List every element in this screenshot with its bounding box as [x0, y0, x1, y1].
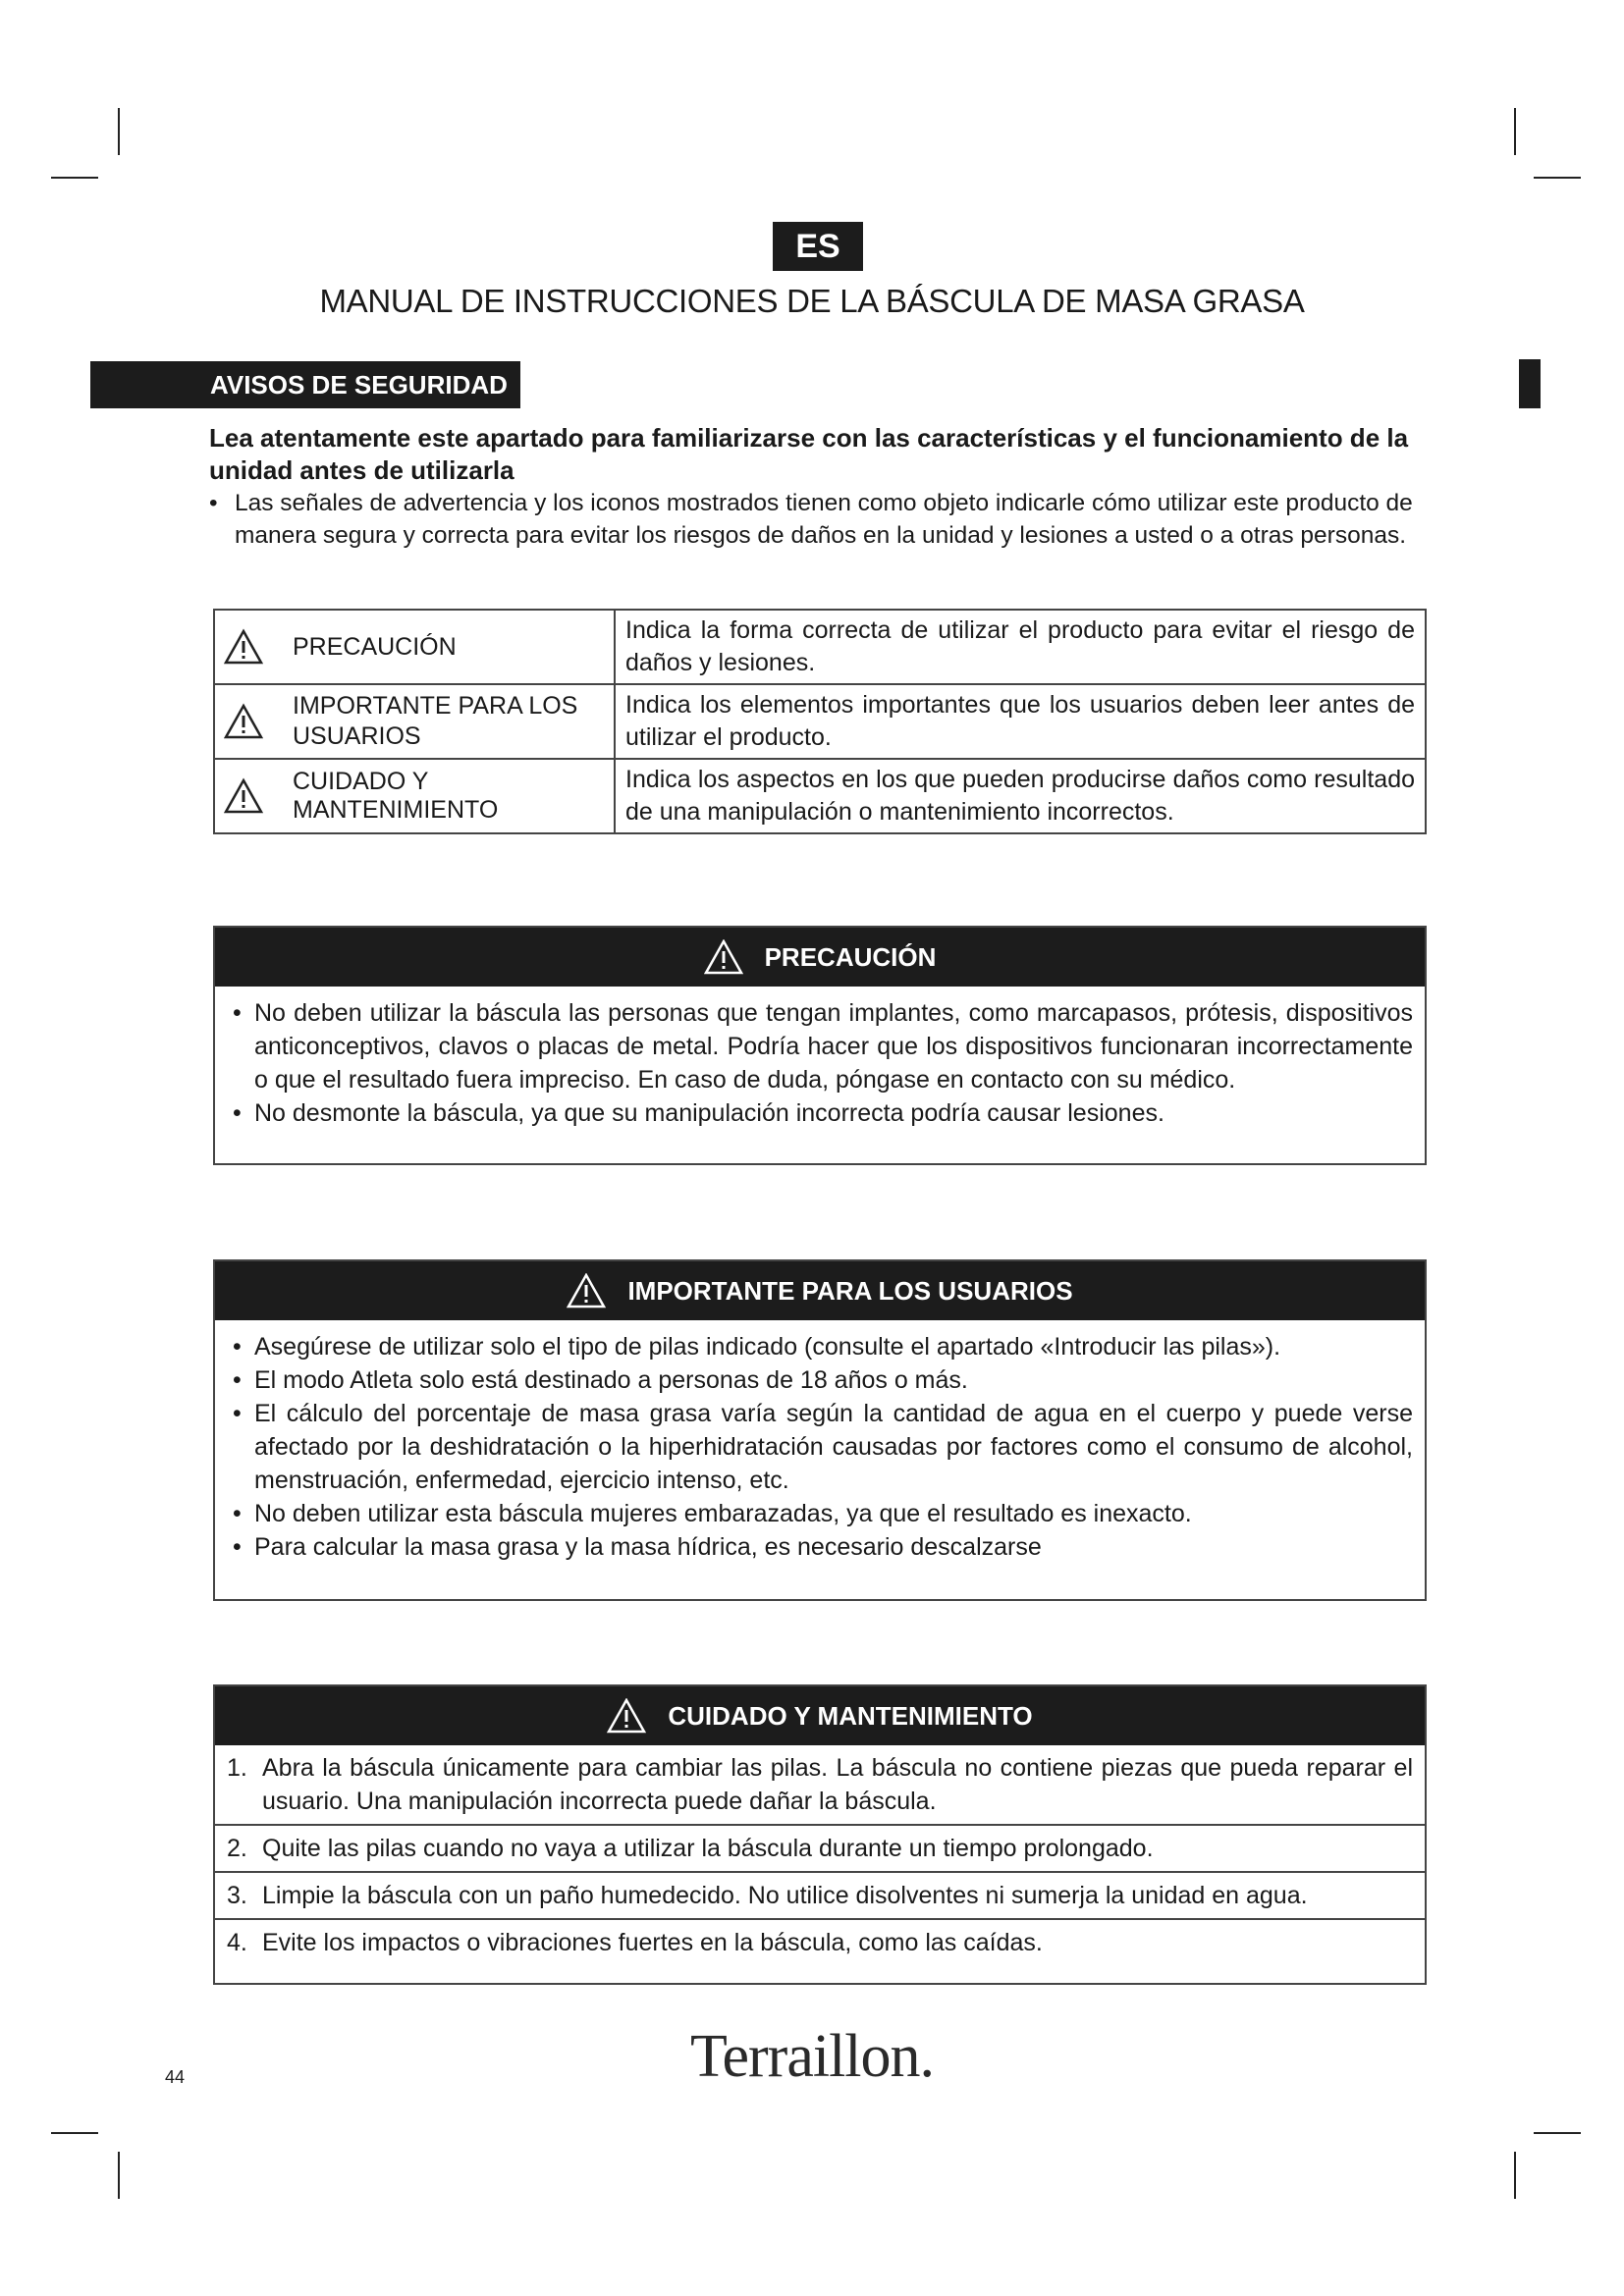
item-text: Quite las pilas cuando no vaya a utilizar la báscula durante un tiempo prolongado.	[262, 1835, 1154, 1862]
list-item: • No deben utilizar esta báscula mujeres embarazadas, ya que el resultado es inexacto.	[227, 1497, 1413, 1530]
list-item	[215, 1745, 1425, 1824]
bullet-icon: •	[233, 1400, 242, 1427]
list-item: • Para calcular la masa grasa y la masa hídrica, es necesario descalzarse	[227, 1530, 1413, 1564]
list-item: • El modo Atleta solo está destinado a personas de 18 años o más.	[227, 1363, 1413, 1397]
warning-triangle-icon	[567, 1273, 606, 1308]
crop-mark	[1514, 108, 1516, 155]
list-item	[215, 1918, 1425, 1965]
list-item: • El cálculo del porcentaje de masa grasa varía según la cantidad de agua en el cuerpo y puede verse afectado por la deshidratación o la hiperhidratación causadas por factores como el consumo de alcohol, menstruación, enfermedad, ejercicio intenso, etc.	[227, 1397, 1413, 1497]
important-box-title: IMPORTANTE PARA LOS USUARIOS	[627, 1275, 1073, 1306]
item-text: Abra la báscula únicamente para cambiar las pilas. La báscula no contiene piezas que pueda reparar el usuario. Una manipulación incorrecta puede dañar la báscula.	[262, 1754, 1413, 1815]
item-number: 2.	[227, 1835, 247, 1862]
legend-row	[214, 610, 1426, 684]
important-box-header	[215, 1261, 1425, 1320]
intro-bullet-text: Las señales de advertencia y los iconos mostrados tienen como objeto indicarle cómo utilizar este producto de manera segura y correcta para evitar los riesgos de daños en la unidad y lesiones a usted o a otras personas.	[235, 490, 1413, 549]
warning-triangle-icon	[224, 703, 263, 740]
bullet-icon: •	[233, 1099, 242, 1127]
legend-row	[214, 759, 1426, 833]
bullet-icon: •	[233, 1366, 242, 1394]
crop-mark	[118, 108, 120, 155]
bullet-icon: •	[209, 490, 218, 516]
bullet-icon: •	[233, 1500, 242, 1527]
crop-mark	[51, 2132, 98, 2134]
language-badge: ES	[773, 222, 863, 271]
intro-bullet	[209, 487, 1427, 552]
section-heading-safety	[90, 361, 520, 408]
legend-row	[214, 684, 1426, 759]
legend-name: CUIDADO Y MANTENIMIENTO	[293, 768, 499, 824]
brand-logo: Terraillon.	[689, 2023, 935, 2090]
crop-mark	[51, 177, 98, 179]
item-number: 1.	[227, 1754, 247, 1782]
page-number: 44	[165, 2067, 186, 2087]
warning-triangle-icon	[224, 777, 263, 815]
list-item	[215, 1871, 1425, 1918]
caution-box-title: PRECAUCIÓN	[764, 941, 937, 972]
crop-mark	[1534, 2132, 1581, 2134]
section-heading-label: AVISOS DE SEGURIDAD	[210, 369, 508, 400]
legend-description: Indica los elementos importantes que los usuarios deben leer antes de utilizar el producto.	[615, 684, 1426, 759]
care-box	[213, 1684, 1427, 1985]
warning-triangle-icon	[607, 1698, 646, 1734]
legend-description: Indica los aspectos en los que pueden producirse daños como resultado de una manipulación o mantenimiento incorrectos.	[615, 759, 1426, 833]
legend-name: IMPORTANTE PARA LOS USUARIOS	[293, 692, 578, 750]
crop-mark	[1534, 177, 1581, 179]
crop-mark	[1514, 2152, 1516, 2199]
legend-table	[213, 609, 1427, 834]
side-tab-marker	[1519, 359, 1541, 408]
care-box-title: CUIDADO Y MANTENIMIENTO	[668, 1700, 1033, 1731]
bullet-icon: •	[233, 1533, 242, 1561]
crop-mark	[118, 2152, 120, 2199]
intro-text: Lea atentamente este apartado para familiarizarse con las características y el funcionamiento de la unidad antes de utilizarla	[209, 423, 1409, 485]
bullet-icon: •	[233, 999, 242, 1027]
item-text: Limpie la báscula con un paño humedecido. No utilice disolventes ni sumerja la unidad en agua.	[262, 1882, 1308, 1909]
care-box-header	[215, 1686, 1425, 1745]
page-title: MANUAL DE INSTRUCCIONES DE LA BÁSCULA DE MASA GRASA	[319, 283, 1305, 319]
list-item	[215, 1824, 1425, 1871]
warning-triangle-icon	[224, 628, 263, 666]
caution-box-header	[215, 928, 1425, 987]
list-item: • No deben utilizar la báscula las personas que tengan implantes, como marcapasos, prótesis, dispositivos anticonceptivos, clavos o placas de metal. Podría hacer que los dispositivos funcionaran incorrectamente o que el resultado fuera impreciso. En caso de duda, póngase en contacto con su médico.	[227, 996, 1413, 1096]
list-item: • Asegúrese de utilizar solo el tipo de pilas indicado (consulte el apartado «Introducir las pilas»).	[227, 1330, 1413, 1363]
list-item: • No desmonte la báscula, ya que su manipulación incorrecta podría causar lesiones.	[227, 1096, 1413, 1130]
bullet-icon: •	[233, 1333, 242, 1361]
caution-box	[213, 926, 1427, 1165]
item-number: 3.	[227, 1882, 247, 1909]
legend-name: PRECAUCIÓN	[293, 632, 457, 661]
item-number: 4.	[227, 1929, 247, 1956]
item-text: Evite los impactos o vibraciones fuertes en la báscula, como las caídas.	[262, 1929, 1043, 1956]
legend-description: Indica la forma correcta de utilizar el producto para evitar el riesgo de daños y lesiones.	[615, 610, 1426, 684]
warning-triangle-icon	[704, 939, 743, 975]
important-box	[213, 1259, 1427, 1601]
